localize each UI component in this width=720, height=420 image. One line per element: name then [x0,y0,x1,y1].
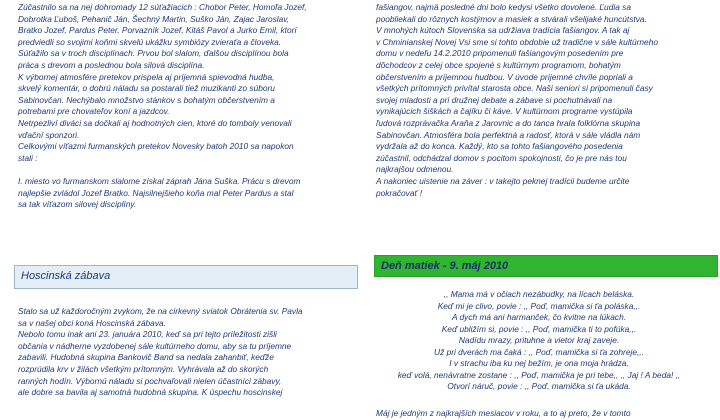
poem-line: Nadídu mrazy, prituhne a vietor kraj zaveje. [458,335,620,346]
poem-line: keď volá, nenávratne zostane : ,, Poď, mamička je pri tebe,, ,, Jaj ! A beda! ,, [397,369,681,380]
text-line: vydržala až do konca. Každý, kto sa tohto fašiangového posedenia [376,141,623,152]
left-text-block-2 [0,306,360,399]
text-line: Stalo sa už každoročným zvykom, že na cirkevný sviatok Obrátenia sv. Pavla [18,306,303,316]
text-line: poobliekali do rôznych kostýmov a masiek a stvárali všelijaké huncútstva. [376,13,647,24]
poem-line: Keď mi je clivo, povie : ,, Poď, mamička si ťa poláska,,. [437,300,641,311]
text-line: práca s drevom a poslednou bola silová disciplína. [18,59,205,70]
text-line: pokračovať ! [376,187,423,198]
text-line: zúčastnil, odchádzal domov s pocitom spokojnosti, čo je pre nás tou [376,152,627,163]
text-line: sa tak víťazom silovej disciplíny. [18,199,137,210]
poem-line: I v strachu iba ku nej bežím, je ona moja hrádza, [449,358,629,369]
text-line: vynikajúcich šiškách a čajíku či káve. V kultúrnom programe vystúpila [376,106,633,117]
left-text-block-1 [0,2,360,211]
text-line: Sabinovčan. Nechýbalo množstvo stánkov s bohatým občerstvením a [18,94,275,105]
text-line: Zúčastnilo sa na nej dohromady 12 súťažiacich : Chobor Peter, Homoľa Jozef, [18,2,307,12]
left-column [0,2,360,211]
text-line: najlepšie zvládol Jozef Bratko. Najsilnejšieho koňa mal Peter Pardus a stal [18,187,294,198]
text-line: stali : [18,152,38,163]
text-line: ranných hodín. Výbornú náladu si pochvaľovali nielen účastníci zábavy, [18,375,282,386]
right-text-block-1 [366,2,720,199]
text-line: zabavili. Hudobná skupina Bankovič Band sa nedala zahanbiť, keďže [18,352,274,363]
section-heading-den-matiek: Deň matiek - 9. máj 2010 [374,255,718,277]
text-line: I. miesto vo furmanskom slalome získal záprah Jána Suška. Prácu s drevom [18,175,301,186]
text-line: občania v nádherne vyzdobenej sále kultúrneho domu, aby sa tu príjemne [18,340,292,351]
right-column [366,2,720,199]
text-line: Dobrotka Ľuboš, Pehanič Ján, Šechný Martin, Suško Ján, Zajac Jaroslav, [18,13,290,24]
text-line: Sabinovčan. Atmosféra bola perfektná a radosť, ktorá v sále vládla nám [376,129,641,140]
text-line: v Chminianskej Novej Vsi sme si tohto obdobie už tradične v sále kultúrneho [376,36,658,47]
poem-line: Už pri dverách ma čaká : ,, Poď, mamička si ťa zohreje,,. [434,346,644,357]
text-line: Netrpezliví diváci sa dočkali aj hodnotných cien, ktoré do tomboly venovali [18,117,292,128]
text-line: predviedli so svojimi koňmi skvelú ukážku symbiózy zvieraťa a človeka. [18,36,282,47]
text-line: K výbornej atmosfére pretekov prispela aj príjemná spievodná hudba, [18,71,275,82]
text-line: potrebami pre chovateľov koní a jazdcov. [18,106,170,117]
text-line: rozprúdila krv v žilách všetkým prítomným. Vyhrávala až do skorých [18,363,269,374]
text-line: V mnohých kútoch Slovenska sa udržiava tradícia fašiangov. A tak aj [376,25,630,36]
left-column-2 [0,306,360,399]
text-line: ľudová rozprávačka Araňa z Jarovnic a do tanca hrala folklórna skupina [376,117,641,128]
text-line: sa v našej obci koná Hoscinská zábava. [18,317,166,328]
section-heading-hoscinska: Hoscinská zábava [14,265,358,289]
text-line: fašiangov, najmä posledné dni bolo kedysi všetko dovolené. Ľudia sa [376,2,631,12]
text-line: domu v nedeľu 14.2.2010 pripomenuli fašiangovým posedením pre [376,48,624,59]
text-line: A nakoniec uistenie na záver : v takejto peknej tradícii budeme určite [376,175,630,186]
text-line: dôchodcov z celej obce spojené s kultúrnym programom, bohatým [376,59,621,70]
text-line: skvelý komentár, o dobrú náladu sa postarali tiež muzikanti zo súboru [18,83,275,94]
text-line: najkrajšou odmenou. [376,164,454,175]
text-line: Nebolo tomu inak ani 23. januára 2010, keď sa pri tejto príležitosti zišli [18,329,277,340]
poem-line: Otvorí náruč, povie : ,, Poď, mamička si ťa ukáda. [447,381,631,392]
text-line: Súťažilo sa v troch disciplínach. Prvou bol slalom, ďalšou disciplínou bola [18,48,289,59]
right-bottom-line: Máj je jedným z najkrajších mesiacov v roku, a to aj preto, že v tomto [376,408,631,418]
poem-block [366,289,712,393]
right-bottom [366,408,720,420]
text-line: Celkovými víťazmi furmanských pretekov Novesky batoh 2010 sa napokon [18,141,294,152]
text-line: svojej mladosti a pri družnej debate a zábave si pochutnávali na [376,94,613,105]
poem-line: A dych má ani harmanček, čo kvitne na lúkach. [451,312,627,323]
text-line: občerstvením a príjemnou hudbou. V úvode príjemné chvíle popriali a [376,71,633,82]
text-line [0,164,360,176]
poem [366,289,712,393]
poem-line: ,, Mama má v očiach nezábudky, na lícach beláska. [443,289,635,299]
text-line: všetkých prítomných privítal starosta obce. Naši seniori si pripomenuli časy [376,83,653,94]
text-line: vďační sponzori. [18,129,80,140]
text-line: Bratko Jozef, Pardus Peter, Porvazník Jozef, Kitáš Pavol a Jurko Emil, ktorí [18,25,297,36]
poem-line: Keď ubližím si, povie : ,, Poď, mamička ti to pofúka,,. [441,323,637,334]
text-line: ale dobre sa bavila aj samotná hudobná skupina. K úspechu hoscinskej [18,387,283,398]
